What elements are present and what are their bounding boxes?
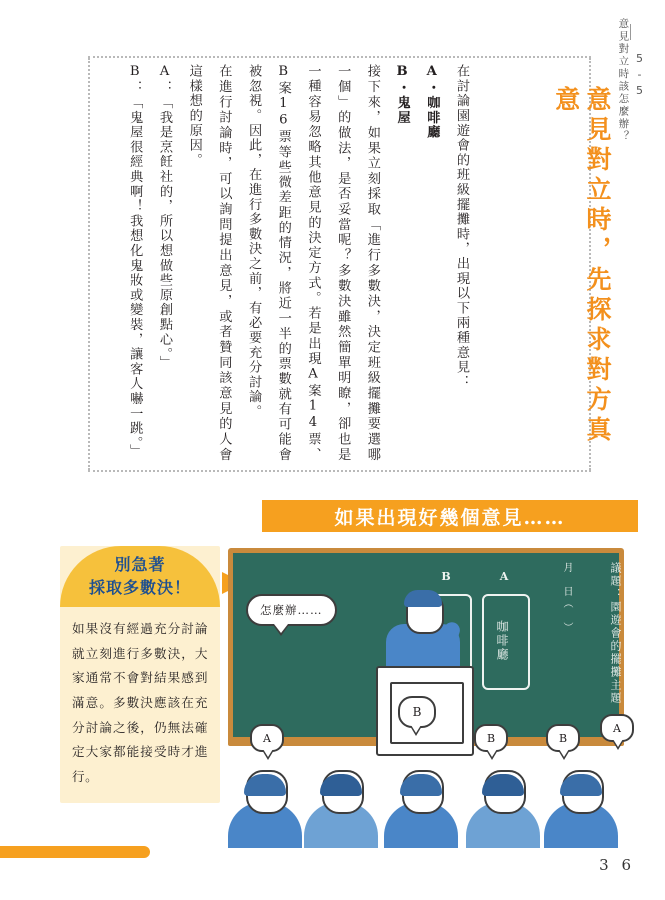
speech-bubble-what-to-do: 怎麼辦…… bbox=[246, 594, 337, 626]
callout-title-line1: 別急著 bbox=[114, 555, 166, 574]
section-banner-label: 如果出現好幾個意見…… bbox=[334, 506, 566, 529]
option-a-heading: A・咖啡廳 bbox=[424, 64, 440, 140]
classroom-scene bbox=[228, 548, 638, 848]
body-paragraph: 接下來，如果立刻採取「進行多數決，決定班級擺攤要選哪一個」的做法，是否妥當呢？多數決雖然簡單明瞭，卻也是一種容易忽略其他意見的決定方式。若是出現A案14票、B案16票等些微差距的情況，將近一半的票數就有可能會被忽視。因此，在進行多數決之前，有必要充分討論。 bbox=[246, 64, 380, 462]
page-title: 意見對立時，先探求對方真意 bbox=[551, 86, 612, 446]
blackboard-option-a-label: A bbox=[499, 570, 509, 583]
running-head bbox=[617, 18, 647, 143]
audience-vote-bubble: B bbox=[546, 724, 580, 752]
audience-vote-bubble: A bbox=[600, 714, 634, 742]
speaker-hair bbox=[404, 590, 442, 607]
body-paragraph: 在討論園遊會的班級擺攤時，出現以下兩種意見： bbox=[454, 64, 469, 390]
blackboard-date: 月 日（ ） bbox=[561, 562, 572, 634]
speaker-vote-bubble: B bbox=[398, 696, 436, 728]
option-b-heading: B・鬼屋 bbox=[394, 64, 410, 125]
audience-vote-bubble: A bbox=[250, 724, 284, 752]
callout-title bbox=[60, 546, 220, 607]
body-paragraph: A：「我是烹飪社的，所以想做些原創點心。」 bbox=[156, 64, 172, 370]
callout-body: 如果沒有經過充分討論就立刻進行多數決，大家通常不會對結果感到滿意。多數決應該在充分討論之後，仍無法確定大家都能接受時才進行。 bbox=[72, 621, 208, 784]
section-banner bbox=[262, 500, 638, 532]
body-paragraph: 在進行討論時，可以詢問提出意見，或者贊同該意見的人會這樣想的原因。 bbox=[186, 64, 232, 462]
chapter-number: 5-5 bbox=[633, 51, 646, 100]
blackboard-agenda: 議題：園遊會的擺攤主題 bbox=[609, 562, 622, 705]
callout-title-line2: 採取多數決！ bbox=[88, 578, 191, 598]
running-head-title: 意見對立時該怎麼辦？ bbox=[617, 18, 630, 143]
blackboard-option-b-label: B bbox=[441, 570, 451, 583]
blackboard-option-a-text: 咖啡廳 bbox=[495, 620, 509, 662]
body-paragraph: B：「鬼屋很經典啊！我想化鬼妝或變裝，讓客人嚇一跳。」 bbox=[127, 64, 143, 459]
callout-box bbox=[60, 546, 220, 803]
running-head-divider bbox=[630, 24, 631, 40]
footer-accent-bar bbox=[0, 846, 150, 858]
audience-vote-bubble: B bbox=[474, 724, 508, 752]
page-number: 3 6 bbox=[599, 856, 635, 874]
illustration-section bbox=[0, 480, 665, 900]
body-text bbox=[96, 64, 476, 462]
